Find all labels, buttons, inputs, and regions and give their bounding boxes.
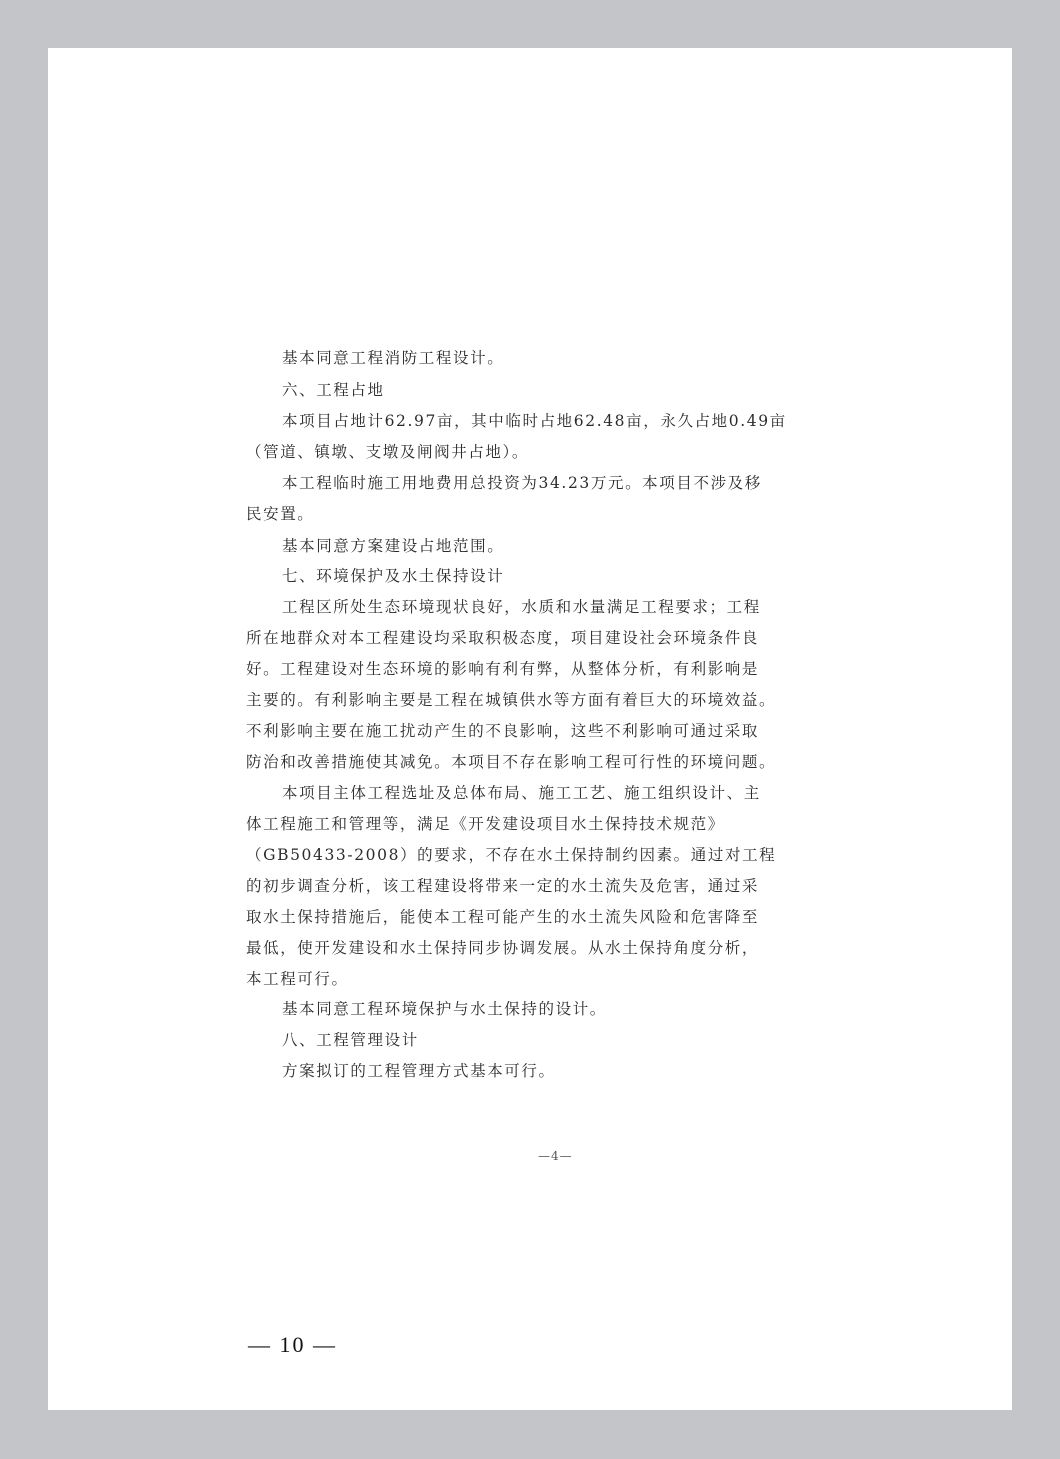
- text-line: 取水土保持措施后，能使本工程可能产生的水土流失风险和危害降至: [246, 908, 760, 926]
- text-line: 主要的。有利影响主要是工程在城镇供水等方面有着巨大的环境效益。: [246, 691, 777, 709]
- text-line: 七、环境保护及水土保持设计: [282, 567, 505, 585]
- text-line: 防治和改善措施使其减免。本项目不存在影响工程可行性的环境问题。: [246, 753, 777, 771]
- document-page: [48, 48, 1012, 1410]
- text-line: 民安置。: [246, 505, 315, 523]
- text-line: 本项目主体工程选址及总体布局、施工工艺、施工组织设计、主: [282, 784, 761, 802]
- text-line: 方案拟订的工程管理方式基本可行。: [282, 1062, 556, 1080]
- scanned-page-number: —4—: [538, 1149, 573, 1163]
- text-line: 不利影响主要在施工扰动产生的不良影响，这些不利影响可通过采取: [246, 722, 760, 740]
- text-line: 基本同意工程消防工程设计。: [282, 349, 505, 367]
- text-line: 基本同意方案建设占地范围。: [282, 537, 505, 555]
- text-line: 本项目占地计62.97亩，其中临时占地62.48亩，永久占地0.49亩: [282, 412, 787, 430]
- text-line: 本工程临时施工用地费用总投资为34.23万元。本项目不涉及移: [282, 474, 762, 492]
- text-line: 工程区所处生态环境现状良好，水质和水量满足工程要求；工程: [282, 598, 761, 616]
- text-line: 基本同意工程环境保护与水土保持的设计。: [282, 1000, 607, 1018]
- text-line: 的初步调查分析，该工程建设将带来一定的水土流失及危害，通过采: [246, 877, 760, 895]
- text-line: （GB50433-2008）的要求，不存在水土保持制约因素。通过对工程: [246, 846, 777, 864]
- text-line: 最低，使开发建设和水土保持同步协调发展。从水土保持角度分析，: [246, 939, 760, 957]
- text-line: 所在地群众对本工程建设均采取积极态度，项目建设社会环境条件良: [246, 629, 760, 647]
- text-line: （管道、镇墩、支墩及闸阀井占地）。: [246, 443, 529, 461]
- text-line: 八、工程管理设计: [282, 1031, 419, 1049]
- text-line: 好。工程建设对生态环境的影响有利有弊，从整体分析，有利影响是: [246, 660, 760, 678]
- text-line: 六、工程占地: [282, 381, 385, 399]
- page-number: — 10 —: [248, 1332, 337, 1357]
- text-line: 体工程施工和管理等，满足《开发建设项目水土保持技术规范》: [246, 815, 725, 833]
- text-line: 本工程可行。: [246, 970, 349, 988]
